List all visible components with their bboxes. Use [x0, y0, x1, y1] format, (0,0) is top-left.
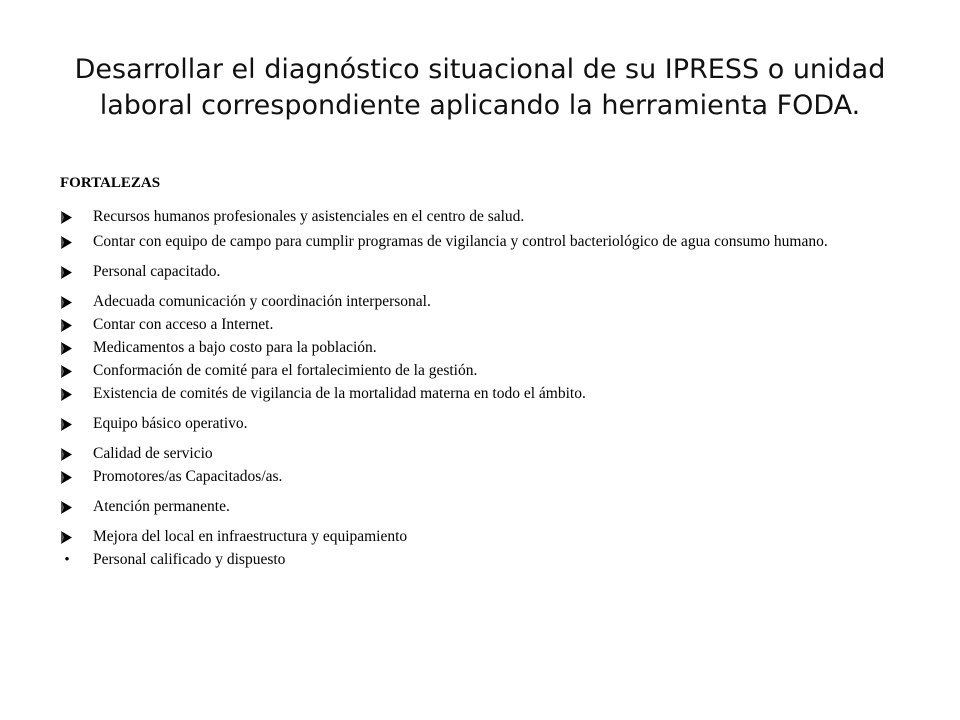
- arrow-bullet-icon: [60, 207, 74, 227]
- arrow-bullet-icon: [60, 467, 74, 487]
- list-item: [60, 527, 920, 547]
- list-item: [60, 361, 920, 381]
- list-item-text: Contar con equipo de campo para cumplir programas de vigilancia y control bacteriológico de agua consumo humano.: [93, 233, 828, 250]
- arrow-bullet-icon: [60, 497, 74, 517]
- slide-title-line-1: Desarrollar el diagnóstico situacional de su IPRESS o unidad: [74, 54, 886, 85]
- arrow-bullet-icon: [60, 262, 74, 282]
- list-item: [60, 315, 920, 335]
- list-item-text: Adecuada comunicación y coordinación interpersonal.: [93, 293, 431, 310]
- list-item: [60, 207, 920, 227]
- list-item: [60, 414, 920, 434]
- list-item-text: Equipo básico operativo.: [93, 415, 248, 432]
- list-item-text: Medicamentos a bajo costo para la población.: [93, 339, 377, 356]
- list-item: [60, 292, 920, 312]
- list-item: [60, 232, 920, 252]
- list-item: [60, 262, 920, 282]
- arrow-bullet-icon: [60, 338, 74, 358]
- arrow-bullet-icon: [60, 527, 74, 547]
- section-heading: FORTALEZAS: [60, 175, 161, 191]
- list-item: [60, 444, 920, 464]
- list-item-text: Personal capacitado.: [93, 263, 221, 280]
- list-item: [60, 384, 920, 404]
- slide-title-line-2: laboral correspondiente aplicando la herramienta FODA.: [99, 90, 861, 121]
- strengths-list: [60, 207, 920, 573]
- dot-bullet-icon: •: [64, 552, 70, 568]
- arrow-bullet-icon: [60, 414, 74, 434]
- list-item-text: Promotores/as Capacitados/as.: [93, 468, 283, 485]
- list-item-text: Atención permanente.: [93, 498, 230, 515]
- list-item: [60, 338, 920, 358]
- list-item-text: Conformación de comité para el fortalecimiento de la gestión.: [93, 362, 478, 379]
- list-item-text: Existencia de comités de vigilancia de la mortalidad materna en todo el ámbito.: [93, 385, 586, 402]
- list-item-text: Mejora del local en infraestructura y equipamiento: [93, 528, 408, 545]
- list-item: [60, 497, 920, 517]
- slide-title: [40, 52, 920, 124]
- list-item: [60, 550, 920, 570]
- arrow-bullet-icon: [60, 315, 74, 335]
- list-item-text: Contar con acceso a Internet.: [93, 316, 274, 333]
- list-item-text: Personal calificado y dispuesto: [93, 551, 286, 568]
- list-item-text: Calidad de servicio: [93, 445, 213, 462]
- list-item-text: Recursos humanos profesionales y asistenciales en el centro de salud.: [93, 208, 525, 225]
- arrow-bullet-icon: [60, 292, 74, 312]
- arrow-bullet-icon: [60, 232, 74, 252]
- list-item: [60, 467, 920, 487]
- arrow-bullet-icon: [60, 384, 74, 404]
- arrow-bullet-icon: [60, 444, 74, 464]
- arrow-bullet-icon: [60, 361, 74, 381]
